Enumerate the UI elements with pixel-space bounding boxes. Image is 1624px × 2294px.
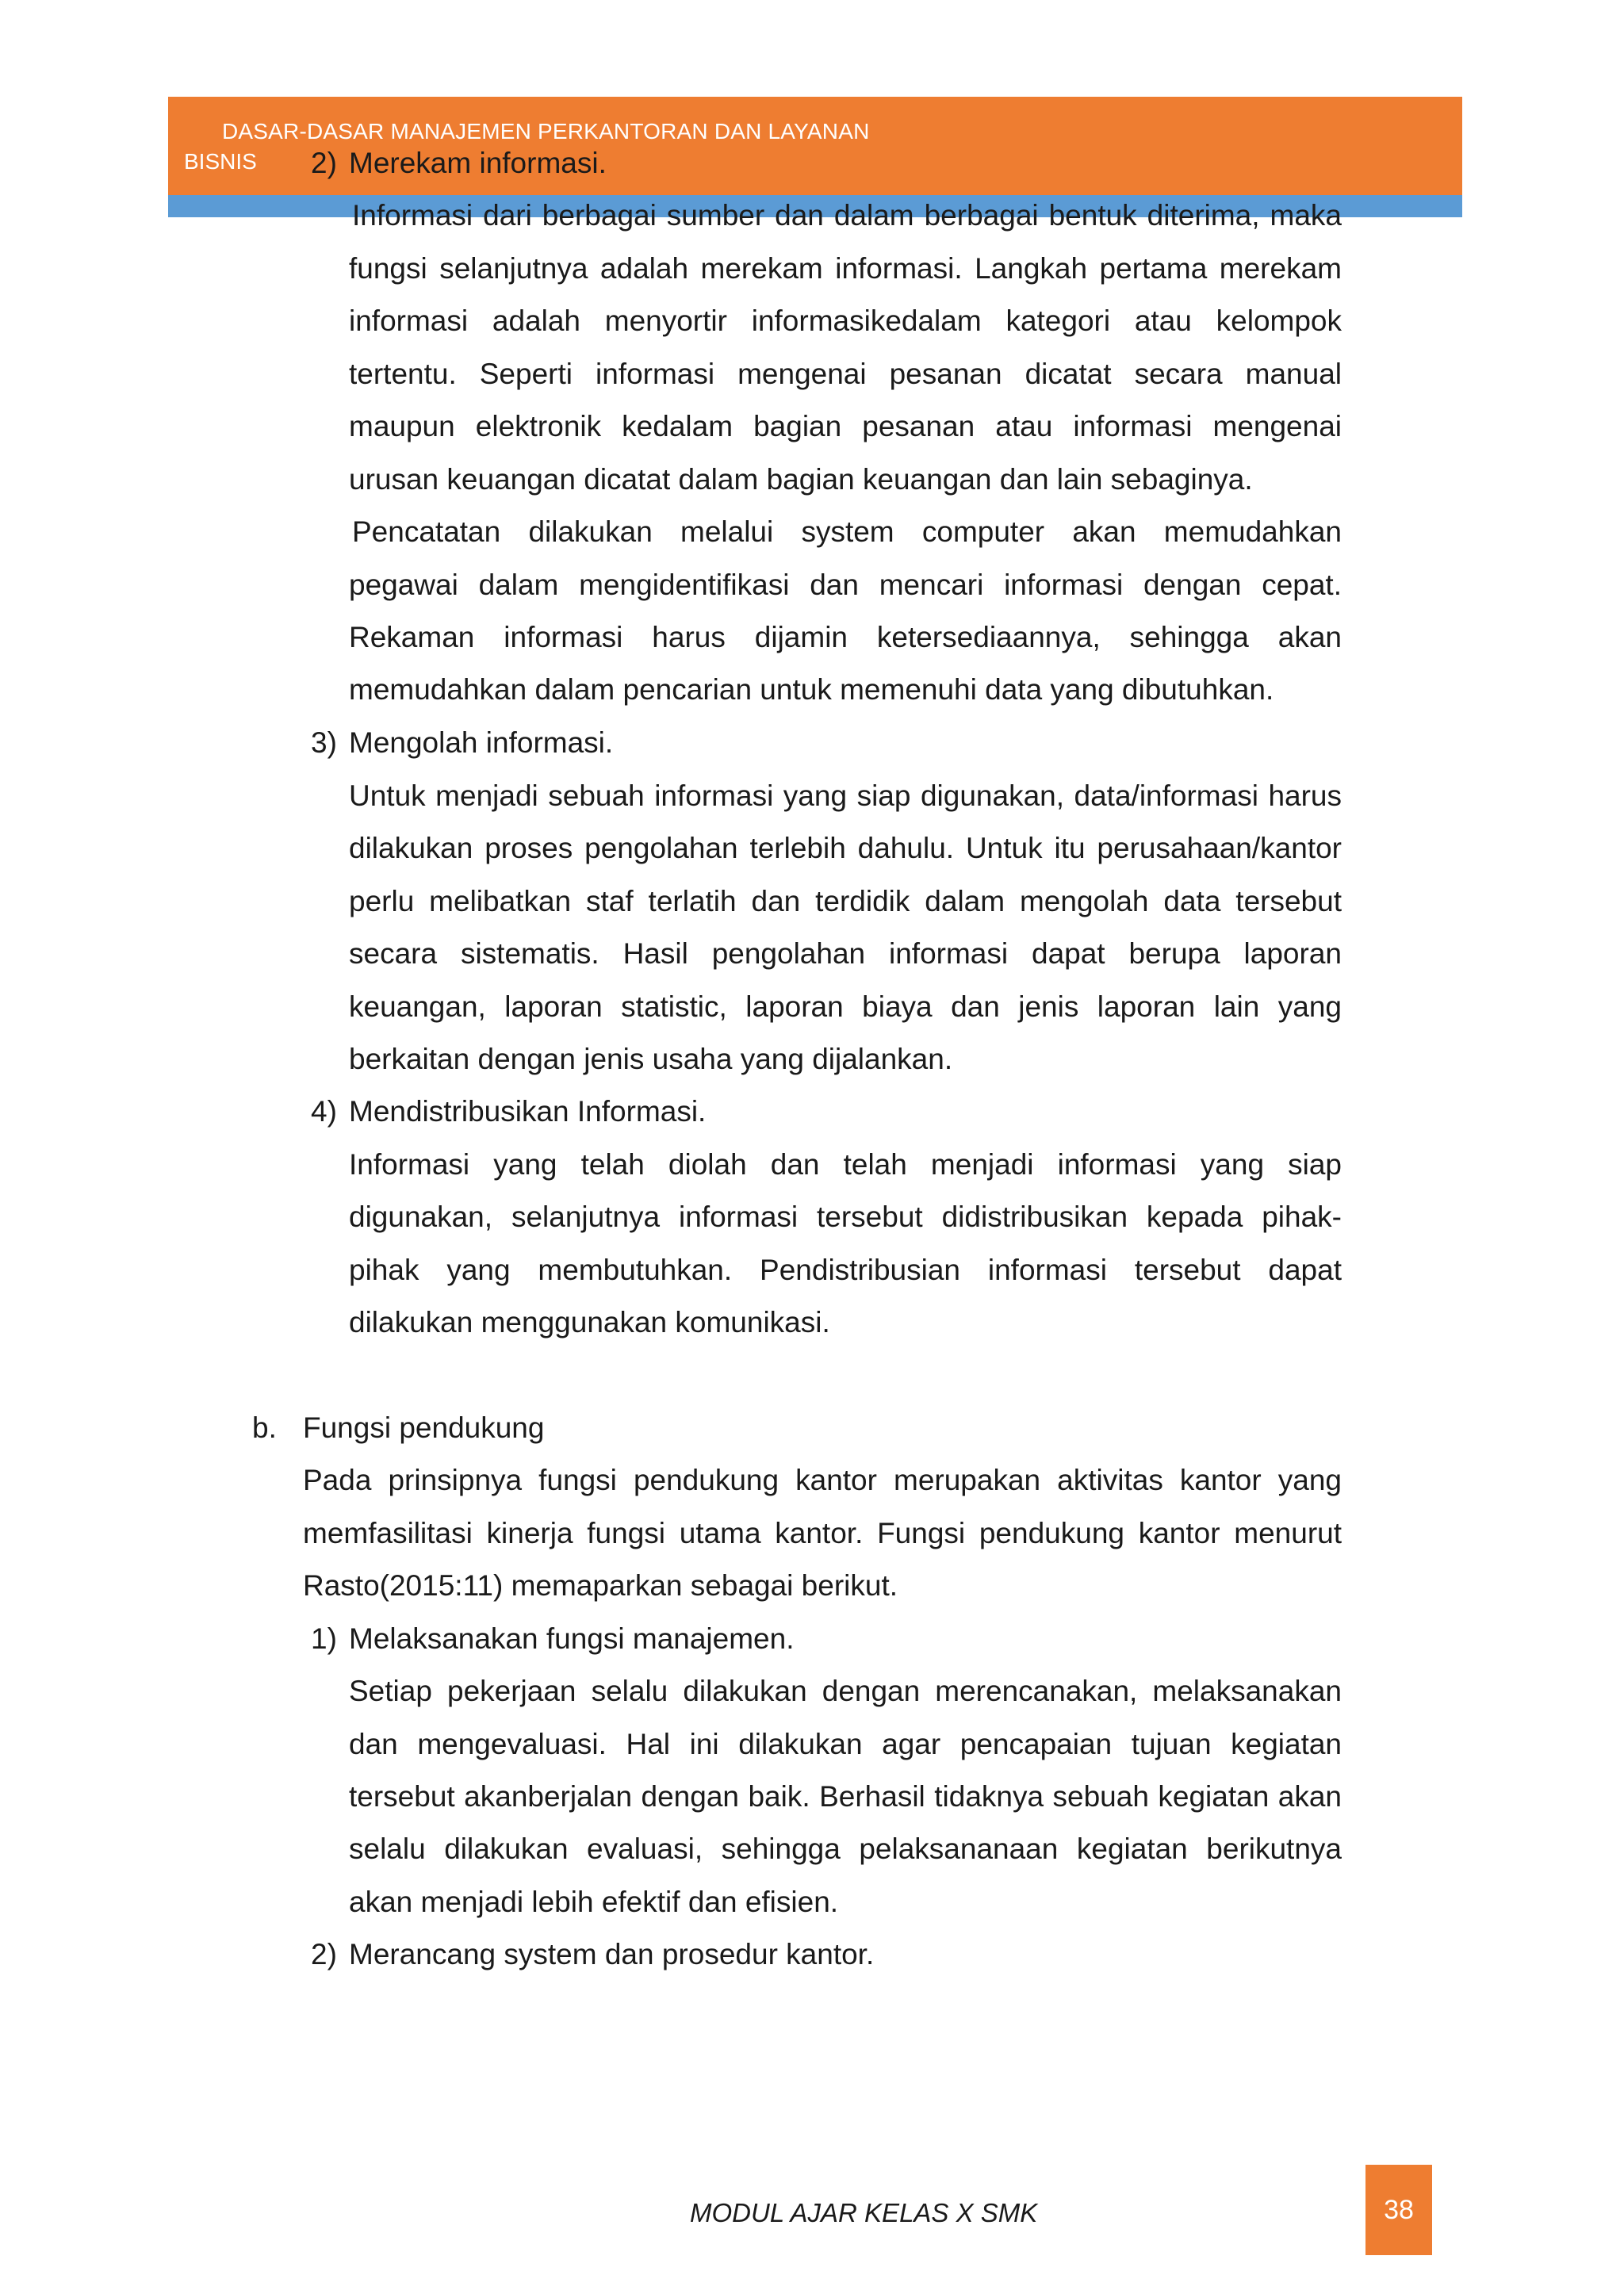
paragraph-line: dilakukan proses pengolahan terlebih dahulu. Untuk itu perusahaan/kantor: [349, 832, 1342, 864]
paragraph-line: Setiap pekerjaan selalu dilakukan dengan merencanakan, melaksanakan: [349, 1675, 1342, 1707]
item-heading: Melaksanakan fungsi manajemen.: [349, 1622, 795, 1655]
paragraph-line: memudahkan dalam pencarian untuk memenuhi data yang dibutuhkan.: [349, 673, 1274, 706]
item-heading: Mendistribusikan Informasi.: [349, 1095, 707, 1128]
item-number: 4): [311, 1095, 337, 1128]
page-number-badge: [1365, 2165, 1432, 2255]
item-heading: Merekam informasi.: [349, 147, 607, 179]
paragraph-line: Rasto(2015:11) memaparkan sebagai berikut.: [303, 1569, 898, 1602]
paragraph-line: keuangan, laporan statistic, laporan biaya dan jenis laporan lain yang: [349, 990, 1342, 1023]
item-heading: Mengolah informasi.: [349, 726, 614, 759]
item-number: 2): [311, 147, 337, 179]
paragraph-line: dilakukan menggunakan komunikasi.: [349, 1306, 830, 1338]
paragraph-line: tertentu. Seperti informasi mengenai pesanan dicatat secara manual: [349, 358, 1342, 390]
paragraph-line: Pada prinsipnya fungsi pendukung kantor merupakan aktivitas kantor yang: [303, 1464, 1342, 1496]
paragraph-line: perlu melibatkan staf terlatih dan terdidik dalam mengolah data tersebut: [349, 885, 1342, 917]
paragraph-line: pegawai dalam mengidentifikasi dan mencari informasi dengan cepat.: [349, 569, 1342, 601]
paragraph-line: urusan keuangan dicatat dalam bagian keuangan dan lain sebaginya.: [349, 463, 1253, 496]
section-heading: Fungsi pendukung: [303, 1411, 545, 1444]
paragraph-line: Rekaman informasi harus dijamin ketersediaannya, sehingga akan: [349, 621, 1342, 653]
paragraph-line: digunakan, selanjutnya informasi tersebut didistribusikan kepada pihak-: [349, 1201, 1342, 1233]
header-title: DASAR-DASAR MANAJEMEN PERKANTORAN DAN LAYANAN: [222, 119, 870, 144]
paragraph-line: tersebut akanberjalan dengan baik. Berhasil tidaknya sebuah kegiatan akan: [349, 1780, 1342, 1813]
paragraph-line: maupun elektronik kedalam bagian pesanan atau informasi mengenai: [349, 410, 1342, 442]
page-number: 38: [1384, 2194, 1414, 2225]
paragraph-line: fungsi selanjutnya adalah merekam informasi. Langkah pertama merekam: [349, 252, 1342, 285]
footer-text: MODUL AJAR KELAS X SMK: [690, 2198, 1038, 2227]
paragraph-line: Untuk menjadi sebuah informasi yang siap digunakan, data/informasi harus: [349, 779, 1342, 812]
paragraph-line: berkaitan dengan jenis usaha yang dijalankan.: [349, 1043, 953, 1075]
paragraph-line: Pencatatan dilakukan melalui system computer akan memudahkan: [352, 515, 1342, 548]
item-number: 2): [311, 1938, 337, 1970]
item-heading: Merancang system dan prosedur kantor.: [349, 1938, 875, 1970]
paragraph-line: akan menjadi lebih efektif dan efisien.: [349, 1886, 839, 1918]
item-number: 1): [311, 1622, 337, 1655]
paragraph-line: Informasi yang telah diolah dan telah menjadi informasi yang siap: [349, 1148, 1342, 1181]
section-letter: b.: [252, 1411, 277, 1444]
paragraph-line: pihak yang membutuhkan. Pendistribusian informasi tersebut dapat: [349, 1254, 1342, 1286]
paragraph-line: Informasi dari berbagai sumber dan dalam berbagai bentuk diterima, maka: [352, 199, 1342, 232]
header-title-continued: BISNIS: [184, 149, 257, 174]
item-number: 3): [311, 726, 337, 759]
paragraph-line: secara sistematis. Hasil pengolahan informasi dapat berupa laporan: [349, 937, 1342, 970]
paragraph-line: informasi adalah menyortir informasikedalam kategori atau kelompok: [349, 304, 1342, 337]
paragraph-line: dan mengevaluasi. Hal ini dilakukan agar pencapaian tujuan kegiatan: [349, 1728, 1342, 1760]
paragraph-line: memfasilitasi kinerja fungsi utama kantor. Fungsi pendukung kantor menurut: [303, 1517, 1342, 1549]
paragraph-line: selalu dilakukan evaluasi, sehingga pelaksananaan kegiatan berikutnya: [349, 1833, 1342, 1865]
